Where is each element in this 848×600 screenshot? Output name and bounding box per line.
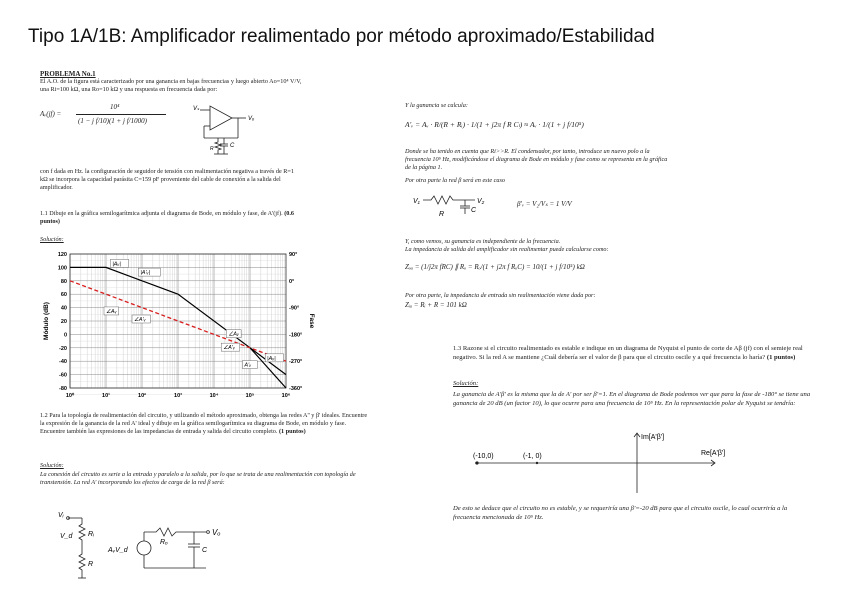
bode-chart — [38, 246, 318, 406]
y2-tick-label: -180° — [289, 332, 303, 339]
slide-title: Tipo 1A/1B: Amplificador realimentado por método aproximado/Estabilidad — [28, 26, 655, 47]
question-1-3-text: 1.3 Razone si el circuito realimentado es estable e indique en un diagrama de Nyquist el punto de corte de Aβ (jf) con el semieje real negativo. Si la red A se mantiene ¿Cuál debería ser el valor de β para que el circuito oscile y a qué frecuencia lo haría? — [453, 345, 803, 361]
transfer-equation-num: 10⁴ — [110, 103, 120, 111]
problem-heading: PROBLEMA No.1 — [40, 70, 96, 78]
gain-text: Donde se ha tenido en cuenta que Ri>>R. El condensador, por tanto, introduce un nuevo polo a la frecuencia 10⁵ Hz, modificándose el diagrama de Bode en módulo y fase como se representa en la gráfica de la página 1. — [405, 148, 668, 171]
x-tick-label: 10¹ — [102, 393, 110, 399]
y-tick-label: 40 — [60, 305, 67, 312]
circuit2-vo-label: Vₒ — [212, 528, 221, 537]
beta-c-label: C — [471, 207, 477, 214]
nyquist-im-label: Im[A'β'] — [641, 434, 665, 441]
question-1-2-text: 1.2 Para la topología de realimentación del circuito, y utilizando el método aproximado, obtenga las redes A'' y β' ideales. Encuentre la expresión de la ganancia de la red A' ideal y dibuje en la gráfica semilogarítmica su diagrama de Bode, en módulo y fase. Encuentre también las expresiones de las impedancias de entrada y salida del circuito completo. — [40, 412, 368, 435]
circuit2-c-label: C — [202, 547, 208, 554]
annotation-label: A'ᵥ — [244, 362, 252, 369]
y-tick-label: -20 — [59, 345, 67, 352]
zo-intro: La impedancia de salida del amplificador sin realimentar puede calcularse como: — [405, 246, 609, 253]
annotation-label: |A'ᵥ| — [140, 270, 150, 277]
annotation-label: |Aᵥ| — [267, 355, 276, 362]
solution-1-3-text: La ganancia de A'β' es la misma que la de A' por ser β'=1. En el diagrama de Bode podemos ver que para la fase de -180° se tiene una ganancia de 20 dB (un factor 10), lo que ocurre para una frecuencia de 10⁵ Hz. En la representación polar de Nyquist se tendría: — [453, 391, 811, 407]
nyquist-point-2: (-1, 0) — [523, 453, 542, 460]
circuit2-avvd-label: AᵥV_d — [108, 547, 128, 554]
beta-intro: Por otra parte la red β será en este caso — [405, 177, 505, 184]
annotation-label: ∠Aᵥ — [228, 331, 239, 338]
gain-intro: Y la ganancia se calcula: — [405, 102, 468, 109]
y-tick-label: -80 — [59, 386, 67, 392]
transfer-equation-den: (1 − j f/10)(1 + j f/1000) — [78, 117, 147, 125]
nyquist-diagram — [465, 425, 765, 495]
annotation-label: ∠Aᵥ — [106, 308, 117, 315]
nyquist-point-1: (-10,0) — [473, 453, 494, 460]
configuration-text: con f dada en Hz. la configuración de seguidor de tensión con realimentación negativa a través de R=1 kΩ se incorpora la capacidad parásita C=159 pF proveniente del cable de conexión a la salida del amplificador. — [40, 168, 294, 191]
circuit-r-label: R — [210, 146, 214, 152]
question-1-1-points: (0.6 puntos) — [40, 210, 295, 225]
y-tick-label: 0 — [63, 332, 67, 339]
left-column — [38, 70, 410, 595]
question-1-1-text: 1.1 Dibuje en la gráfica semilogarítmica adjunta el diagrama de Bode, en módulo y fase, de A'(jf). — [40, 210, 283, 217]
circuit-vo-label: Vₒ — [248, 116, 255, 122]
beta-equation: β'ᵥ = V₂/Vₛ = 1 V/V — [517, 200, 572, 208]
right-column — [405, 100, 825, 530]
y-tick-label: 80 — [60, 278, 67, 285]
x-tick-label: 10² — [138, 393, 146, 399]
zo-equation: Zₒₐ = (1/j2π fRC) ∥ Rₒ = Rₒ/(1 + j2π f RₒC) = 10/(1 + j f/10⁵) kΩ — [405, 263, 585, 271]
y2-tick-label: -270° — [289, 359, 303, 366]
y2-tick-label: -360° — [289, 386, 303, 392]
zi-intro: Por otra parte, la impedancia de entrada sin realimentación viene dada por: — [405, 292, 596, 299]
circuit2-ro-label: Rₒ — [160, 539, 168, 546]
equivalent-circuit — [56, 512, 236, 592]
circuit2-ri-label: Rᵢ — [88, 531, 94, 538]
circuit2-vi-label: Vᵢ — [58, 512, 64, 519]
circuit2-r-label: R — [88, 561, 94, 568]
y-tick-label: 100 — [57, 265, 67, 272]
y2-axis-label: Fase — [308, 313, 315, 329]
zi-equation: Zᵢₐ = Rᵢ + R = 101 kΩ — [405, 301, 467, 309]
circuit2-vd-label: V_d — [60, 533, 73, 540]
beta-r-label: R — [439, 211, 445, 218]
fraction-line — [76, 114, 166, 115]
x-tick-label: 10³ — [174, 393, 182, 399]
x-tick-label: 10⁵ — [245, 393, 255, 399]
y-tick-label: 20 — [60, 319, 67, 325]
question-1-1 — [40, 210, 302, 226]
nyquist-re-label: Re[A'β'] — [701, 450, 726, 457]
transfer-equation-lhs: Aᵥ(jf) = — [40, 110, 62, 118]
beta-text: Y, como vemos, su ganancia es independiente de la frecuencia. — [405, 238, 561, 245]
solution-label-2: Solución: — [40, 462, 64, 469]
beta-circuit — [413, 188, 503, 220]
y-tick-label: 60 — [60, 292, 67, 299]
y-axis-label: Módulo (dB) — [43, 302, 50, 340]
follower-circuit — [188, 100, 278, 162]
conclusion-text: De esto se deduce que el circuito no es estable, y se requeriría una β'=-20 dB para que el circuito oscile, lo cual ocurriría a la frecuencia mencionada de 10⁵ Hz. — [453, 505, 788, 521]
y-tick-label: -40 — [59, 359, 67, 366]
y2-tick-label: -90° — [289, 305, 300, 312]
y-tick-label: -60 — [59, 372, 67, 379]
annotation-label: ∠A'ᵥ — [134, 317, 146, 323]
gain-equation: A'ᵥ = Aᵥ · R/(R + Rᵢ) · 1/(1 + j2π f R Cₗ) ≈ Aᵥ · 1/(1 + j f/10⁵) — [405, 120, 584, 129]
problem-intro: El A.O. de la figura está caracterizado por una ganancia en bajas frecuencias y luego abierto Ao=10⁴ V/V, una Ri=100 kΩ, una Ro=10 kΩ y una respuesta en frecuencia dada por: — [40, 78, 302, 93]
solution-1-2-text: La conexión del circuito es serie a la entrada y paralelo a la salida, por lo que se trata de una realimentación con topología de transtensión. La red A' incorporando los efectos de carga de la red β será: — [40, 471, 356, 486]
y2-tick-label: 0° — [289, 278, 295, 285]
question-1-2-points: (1 puntos) — [279, 428, 306, 435]
circuit-c-label: C — [230, 143, 235, 149]
question-1-3-points: (1 puntos) — [766, 354, 796, 361]
annotation-label: ∠A'ᵥ — [223, 345, 235, 352]
y2-tick-label: 90° — [289, 252, 298, 258]
circuit-vs-label: Vₛ — [193, 106, 200, 112]
x-tick-label: 10⁴ — [209, 393, 219, 399]
x-tick-label: 10⁰ — [65, 393, 75, 399]
solution-label-1: Solución: — [40, 236, 64, 243]
x-tick-label: 10⁶ — [281, 393, 291, 399]
solution-label-3: Solución: — [453, 380, 479, 387]
beta-v1-label: V₁ — [413, 198, 420, 205]
beta-v2-label: V₂ — [477, 198, 485, 205]
annotation-label: |Aᵥ| — [112, 261, 121, 268]
question-1-2 — [40, 412, 370, 436]
question-1-3 — [453, 344, 815, 362]
y-tick-label: 120 — [57, 252, 67, 258]
